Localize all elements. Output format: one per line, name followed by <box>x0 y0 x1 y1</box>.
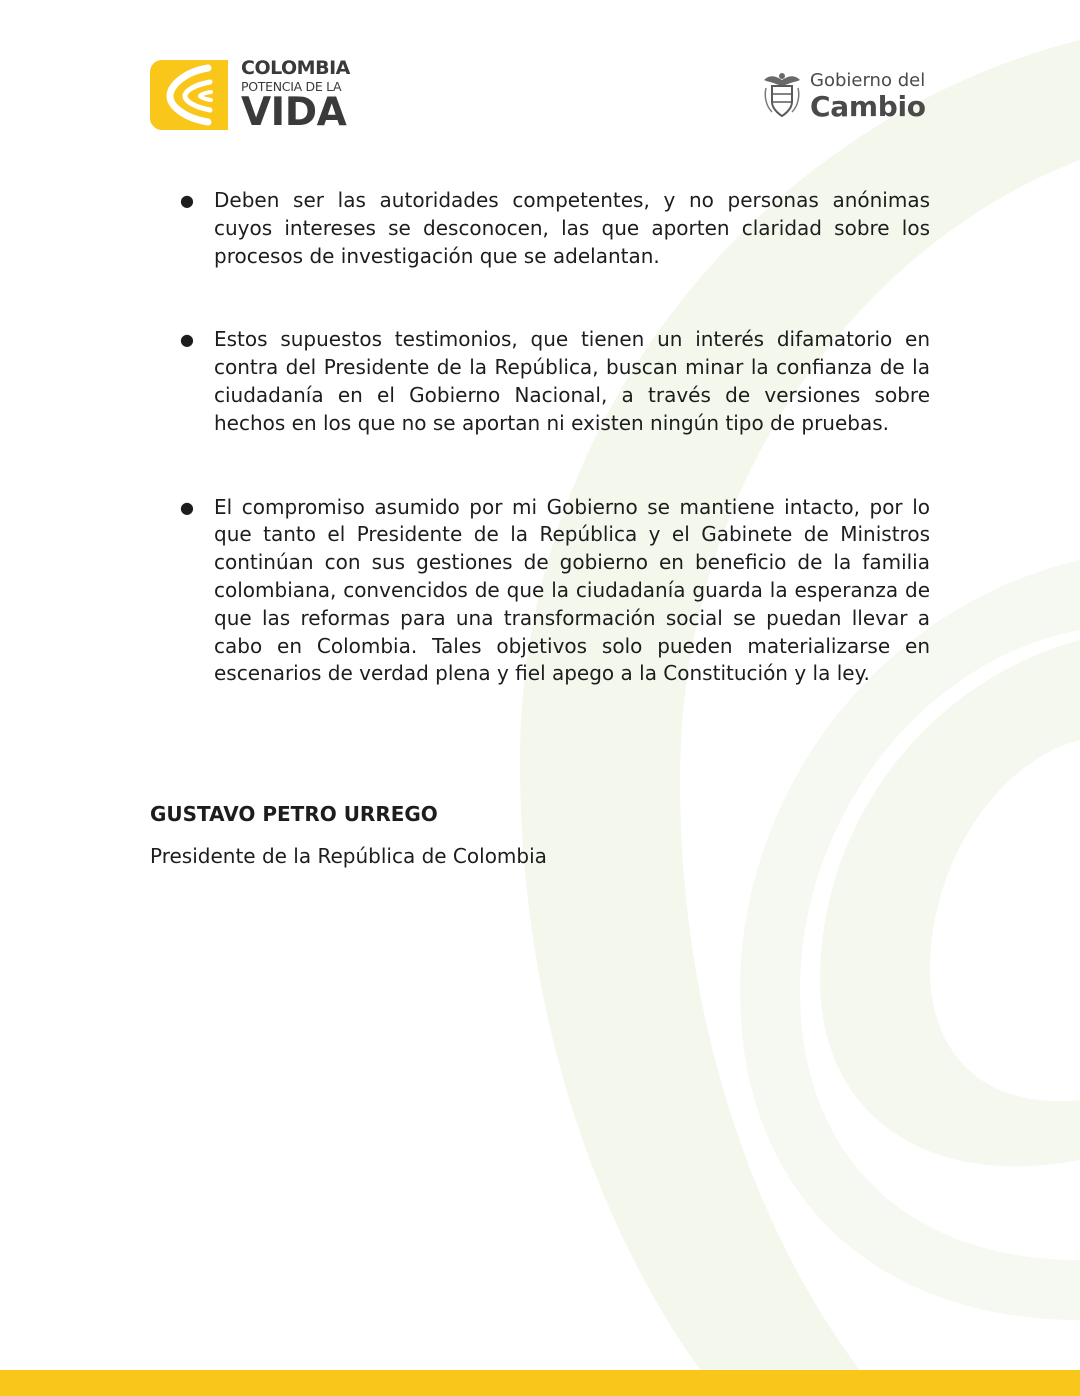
bullet-item <box>150 494 930 689</box>
bullet-dot-icon: ● <box>180 330 194 350</box>
gobierno-del-cambio-logo <box>760 70 935 125</box>
bullet-item <box>150 187 930 270</box>
logo-line-vida: VIDA <box>241 90 347 135</box>
coat-of-arms-seal-icon <box>760 70 804 120</box>
logo-line-gobierno-del: Gobierno del <box>810 70 926 91</box>
signature-role: Presidente de la República de Colombia <box>150 844 547 868</box>
signature-name: GUSTAVO PETRO URREGO <box>150 802 438 826</box>
statement-bullet-list <box>150 187 930 743</box>
colombia-potencia-de-la-vida-logo <box>150 58 360 133</box>
bullet-text: El compromiso asumido por mi Gobierno se mantiene intacto, por lo que tanto el Presidente de la República y el Gabinete de Ministros continúan con sus gestiones de gobierno en beneficio de la familia colombiana, convencidos de que la ciudadanía guarda la esperanza de que las reformas para una transformación social se puedan llevar a cabo en Colombia. Tales objetivos solo pueden materializarse en escenarios de verdad plena y fiel apego a la Constitución y la ley. <box>214 494 930 686</box>
logo-line-colombia: COLOMBIA <box>241 57 350 79</box>
logo-line-potencia: POTENCIA DE LA <box>241 79 342 94</box>
bullet-dot-icon: ● <box>180 191 194 210</box>
bullet-text: Estos supuestos testimonios, que tienen un interés difamatorio en contra del Presidente de la República, buscan minar la confianza de la ciudadanía en el Gobierno Nacional, a través de versiones sobre hechos en los que no se aportan ni existen ningún tipo de pruebas. <box>214 327 930 435</box>
footer-yellow-bar <box>0 1370 1080 1396</box>
logo-line-cambio: Cambio <box>810 90 926 123</box>
bullet-text: Deben ser las autoridades competentes, y no personas anónimas cuyos intereses se desconocen, las que aporten claridad sobre los procesos de investigación que se adelantan. <box>214 188 930 268</box>
bullet-dot-icon: ● <box>180 497 194 517</box>
bullet-item <box>150 326 930 437</box>
colombia-potencia-de-la-vida-logo-icon <box>150 60 228 130</box>
